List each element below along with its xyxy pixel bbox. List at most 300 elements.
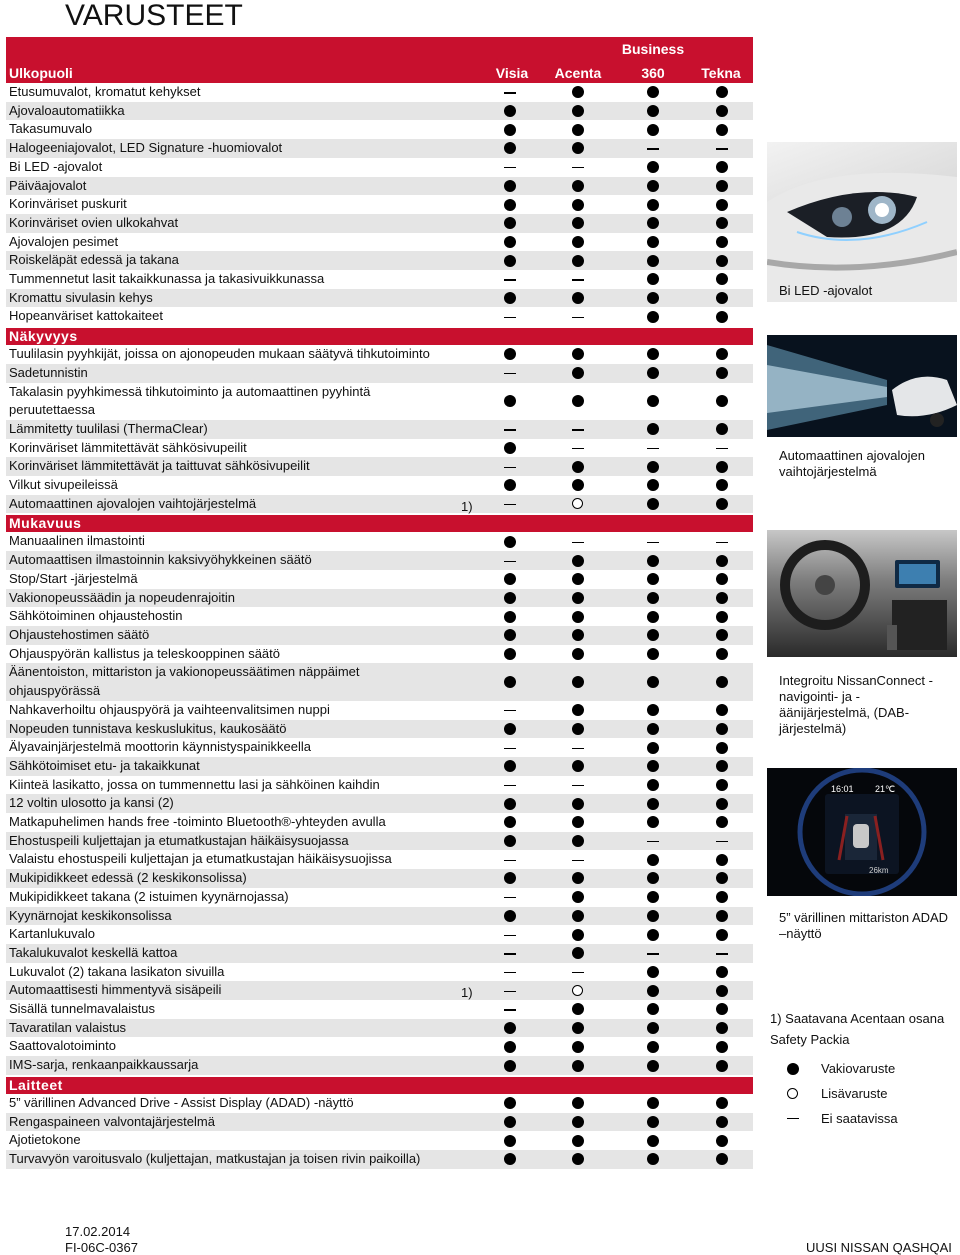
table-row [6, 589, 753, 608]
standard-dot [504, 1153, 516, 1165]
standard-dot [504, 442, 516, 454]
standard-dot [647, 779, 659, 791]
table-row [6, 1113, 753, 1132]
not-available-dash [504, 317, 516, 318]
standard-dot [716, 395, 728, 407]
standard-dot [716, 704, 728, 716]
standard-dot [716, 676, 728, 688]
table-row [6, 1037, 753, 1056]
standard-dot [504, 872, 516, 884]
table-row [6, 813, 753, 832]
standard-dot [647, 255, 659, 267]
not-available-dash [647, 542, 659, 543]
standard-dot [572, 798, 584, 810]
optional-ring [572, 498, 583, 509]
standard-dot [647, 199, 659, 211]
not-available-dash [504, 92, 516, 93]
standard-dot [647, 798, 659, 810]
footnote-line1: 1) Saatavana Acentaan osana [770, 1011, 945, 1026]
standard-dot [572, 86, 584, 98]
not-available-dash [647, 448, 659, 449]
standard-dot [716, 929, 728, 941]
standard-dot [504, 292, 516, 304]
standard-dot [647, 966, 659, 978]
standard-dot [504, 395, 516, 407]
standard-dot [572, 891, 584, 903]
standard-dot [647, 929, 659, 941]
not-available-dash [716, 148, 728, 149]
table-row [6, 214, 753, 233]
row-label: Takasumuvalo [9, 121, 93, 137]
standard-dot [572, 255, 584, 267]
table-row [6, 981, 753, 1000]
standard-dot [572, 573, 584, 585]
standard-dot [716, 910, 728, 922]
footnote-line2: Safety Packia [770, 1032, 850, 1047]
section-title-laitteet: Laitteet [6, 1077, 753, 1094]
page-title: VARUSTEET [65, 0, 243, 32]
standard-dot [716, 1153, 728, 1165]
not-available-dash [572, 317, 584, 318]
standard-dot [572, 910, 584, 922]
not-available-dash [572, 429, 584, 430]
standard-dot [504, 910, 516, 922]
table-row [6, 1131, 753, 1150]
row-label: Sähkötoimiset etu- ja takaikkunat [9, 757, 200, 773]
row-label: Takalukuvalot keskellä kattoa [9, 944, 178, 960]
row-label: Halogeeniajovalot, LED Signature -huomiovalot [9, 140, 283, 156]
equipment-table [6, 37, 753, 1169]
standard-dot [504, 1135, 516, 1147]
caption-auto-high-beam: Automaattinen ajovalojen vaihtojärjestelmä [779, 448, 925, 479]
table-row [6, 663, 753, 700]
row-label: Lämmitetty tuulilasi (ThermaClear) [9, 420, 208, 436]
standard-dot [716, 592, 728, 604]
table-row [6, 738, 753, 757]
standard-dot [647, 891, 659, 903]
row-label: Äänentoiston, mittariston ja vakionopeussäätimen näppäimet [9, 664, 360, 680]
section-title-mukavuus: Mukavuus [6, 515, 753, 532]
table-row [6, 102, 753, 121]
row-label: Nopeuden tunnistava keskuslukitus, kaukosäätö [9, 720, 287, 736]
standard-dot [647, 236, 659, 248]
footer-code: FI-06C-0367 [65, 1240, 138, 1255]
standard-dot [504, 816, 516, 828]
row-label: Kiinteä lasikatto, jossa on tummennettu lasi ja sähköinen kaihdin [9, 776, 380, 792]
not-available-dash [504, 860, 516, 861]
row-label: Rengaspaineen valvontajärjestelmä [9, 1113, 215, 1129]
table-row [6, 794, 753, 813]
standard-dot [716, 292, 728, 304]
standard-dot [647, 573, 659, 585]
standard-dot [647, 816, 659, 828]
standard-dot [647, 1041, 659, 1053]
not-available-dash [572, 279, 584, 280]
standard-dot [647, 86, 659, 98]
standard-dot [647, 161, 659, 173]
not-available-dash [504, 785, 516, 786]
interior-photo [767, 530, 957, 657]
standard-dot [716, 273, 728, 285]
standard-dot [647, 348, 659, 360]
standard-dot [716, 1135, 728, 1147]
table-row [6, 251, 753, 270]
standard-dot [647, 1097, 659, 1109]
standard-dot [572, 611, 584, 623]
standard-dot [504, 1097, 516, 1109]
not-available-dash [504, 953, 516, 954]
standard-dot [572, 395, 584, 407]
table-row [6, 907, 753, 926]
not-available-dash [504, 1009, 516, 1010]
standard-dot [504, 255, 516, 267]
legend-optional: Lisävaruste [821, 1086, 888, 1101]
column-acenta: Acenta [554, 65, 602, 81]
row-label: Turvavyön varoitusvalo (kuljettajan, matkustajan ja toisen rivin paikoilla) [9, 1150, 421, 1166]
footer-date: 17.02.2014 [65, 1224, 131, 1239]
row-label: Kromattu sivulasin kehys [9, 289, 153, 305]
standard-dot [716, 966, 728, 978]
not-available-dash [504, 561, 516, 562]
row-label: Valaistu ehostuspeili kuljettajan ja etumatkustajan häikäisysuojissa [9, 851, 392, 867]
row-label: 12 voltin ulosotto ja kansi (2) [9, 795, 174, 811]
standard-dot [572, 816, 584, 828]
standard-dot [716, 236, 728, 248]
standard-dot [572, 1003, 584, 1015]
not-available-dash [504, 991, 516, 992]
column-tekna: Tekna [701, 65, 741, 81]
standard-dot [647, 676, 659, 688]
table-row [6, 1094, 753, 1113]
row-label: Nahkaverhoiltu ohjauspyörä ja vaihteenvalitsimen nuppi [9, 701, 330, 717]
standard-dot [716, 742, 728, 754]
standard-dot [504, 1022, 516, 1034]
standard-dot [504, 611, 516, 623]
standard-dot [647, 760, 659, 772]
standard-dot [504, 536, 516, 548]
row-label: Ohjaustehostimen säätö [9, 626, 150, 642]
row-label: Tuulilasin pyyhkijät, joissa on ajonopeuden mukaan säätyvä tihkutoiminto [9, 346, 430, 362]
standard-dot [504, 1041, 516, 1053]
standard-dot [647, 367, 659, 379]
not-available-dash [504, 167, 516, 168]
standard-dot [716, 723, 728, 735]
table-row [6, 944, 753, 963]
standard-dot [716, 648, 728, 660]
section-title-ulkopuoli: Ulkopuoli [9, 65, 73, 81]
high-beam-photo [767, 335, 957, 437]
standard-dot [716, 872, 728, 884]
row-label: Korinväriset ovien ulkokahvat [9, 214, 179, 230]
standard-dot [647, 498, 659, 510]
standard-dot [716, 1097, 728, 1109]
table-row [6, 925, 753, 944]
standard-dot [504, 236, 516, 248]
row-label: Tavaratilan valaistus [9, 1019, 127, 1035]
standard-dot [504, 1060, 516, 1072]
standard-dot [572, 1022, 584, 1034]
standard-dot [572, 1060, 584, 1072]
table-row [6, 888, 753, 907]
standard-dot [572, 1153, 584, 1165]
display-range: 26km [869, 866, 889, 875]
column-group-business: Business [621, 41, 685, 57]
table-row [6, 307, 753, 326]
row-label: Päiväajovalot [9, 177, 87, 193]
table-row [6, 532, 753, 551]
not-available-dash [716, 448, 728, 449]
standard-dot [572, 180, 584, 192]
row-label: Korinväriset lämmitettävät sähkösivupeilit [9, 439, 247, 455]
table-header [6, 37, 753, 83]
row-label: Hopeanväriset kattokaiteet [9, 308, 163, 324]
legend-standard: Vakiovaruste [821, 1061, 896, 1076]
row-label: Korinväriset lämmitettävät ja taittuvat sähkösivupeilit [9, 458, 310, 474]
table-row [6, 495, 753, 514]
row-label: Ajovalojen pesimet [9, 233, 119, 249]
standard-dot [504, 798, 516, 810]
not-available-dash [572, 448, 584, 449]
standard-dot [647, 854, 659, 866]
legend-na: Ei saatavissa [821, 1111, 898, 1126]
standard-dot [572, 292, 584, 304]
row-label: Matkapuhelimen hands free -toiminto Bluetooth®-yhteyden avulla [9, 814, 386, 830]
standard-dot [504, 124, 516, 136]
standard-dot [716, 124, 728, 136]
not-available-dash [504, 504, 516, 505]
legend-optional-ring [787, 1088, 798, 1099]
standard-dot [504, 629, 516, 641]
standard-dot [716, 423, 728, 435]
not-available-dash [504, 279, 516, 280]
standard-dot [572, 348, 584, 360]
standard-dot [716, 816, 728, 828]
standard-dot [647, 180, 659, 192]
standard-dot [572, 105, 584, 117]
standard-dot [647, 1153, 659, 1165]
standard-dot [716, 105, 728, 117]
table-row [6, 158, 753, 177]
not-available-dash [504, 935, 516, 936]
standard-dot [572, 723, 584, 735]
row-footnote-ref: 1) [461, 985, 473, 1001]
standard-dot [716, 798, 728, 810]
row-label: Tummennetut lasit takaikkunassa ja takasivuikkunassa [9, 271, 325, 287]
standard-dot [716, 779, 728, 791]
standard-dot [504, 1116, 516, 1128]
standard-dot [504, 835, 516, 847]
not-available-dash [504, 897, 516, 898]
row-label: Ajovaloautomatiikka [9, 102, 125, 118]
row-label: Sisällä tunnelmavalaistus [9, 1001, 155, 1017]
standard-dot [572, 835, 584, 847]
standard-dot [647, 124, 659, 136]
table-row [6, 1150, 753, 1169]
table-row [6, 551, 753, 570]
standard-dot [716, 611, 728, 623]
standard-dot [572, 760, 584, 772]
standard-dot [647, 985, 659, 997]
standard-dot [572, 676, 584, 688]
standard-dot [716, 367, 728, 379]
row-label: Roiskeläpät edessä ja takana [9, 252, 179, 268]
standard-dot [716, 1003, 728, 1015]
standard-dot [504, 479, 516, 491]
row-label: Kyynärnojat keskikonsolissa [9, 907, 172, 923]
standard-dot [716, 180, 728, 192]
standard-dot [647, 704, 659, 716]
row-label-continued: peruutettaessa [9, 402, 96, 418]
standard-dot [647, 723, 659, 735]
standard-dot [572, 629, 584, 641]
row-label: Bi LED -ajovalot [9, 158, 103, 174]
table-row [6, 1019, 753, 1038]
standard-dot [647, 423, 659, 435]
table-row [6, 139, 753, 158]
standard-dot [716, 1060, 728, 1072]
standard-dot [716, 555, 728, 567]
table-row [6, 289, 753, 308]
not-available-dash [504, 467, 516, 468]
standard-dot [572, 1116, 584, 1128]
table-row [6, 195, 753, 214]
table-row [6, 607, 753, 626]
table-row [6, 832, 753, 851]
standard-dot [716, 86, 728, 98]
standard-dot [572, 872, 584, 884]
standard-dot [647, 872, 659, 884]
row-label: 5” värillinen Advanced Drive - Assist Display (ADAD) -näyttö [9, 1094, 354, 1110]
standard-dot [504, 199, 516, 211]
standard-dot [572, 1041, 584, 1053]
table-row [6, 383, 753, 420]
legend-standard-dot [787, 1063, 799, 1075]
not-available-dash [504, 429, 516, 430]
not-available-dash [572, 748, 584, 749]
standard-dot [572, 142, 584, 154]
row-label: Sähkötoiminen ohjaustehostin [9, 608, 183, 624]
not-available-dash [504, 710, 516, 711]
table-row [6, 420, 753, 439]
column-visia: Visia [495, 65, 529, 81]
standard-dot [647, 1116, 659, 1128]
standard-dot [647, 105, 659, 117]
standard-dot [716, 760, 728, 772]
table-row [6, 345, 753, 364]
standard-dot [716, 479, 728, 491]
standard-dot [572, 648, 584, 660]
table-row [6, 364, 753, 383]
not-available-dash [572, 167, 584, 168]
row-label: Stop/Start -järjestelmä [9, 570, 138, 586]
row-label: Vilkut sivupeileissä [9, 477, 118, 493]
display-temperature: 21℃ [875, 784, 896, 794]
section-title-näkyvyys: Näkyvyys [6, 328, 753, 345]
standard-dot [647, 611, 659, 623]
table-row [6, 457, 753, 476]
row-label: Mukipidikkeet edessä (2 keskikonsolissa) [9, 870, 247, 886]
table-row [6, 270, 753, 289]
standard-dot [716, 854, 728, 866]
footer-model: UUSI NISSAN QASHQAI [806, 1240, 952, 1255]
optional-ring [572, 985, 583, 996]
standard-dot [572, 592, 584, 604]
standard-dot [647, 1022, 659, 1034]
standard-dot [647, 395, 659, 407]
standard-dot [504, 592, 516, 604]
standard-dot [572, 461, 584, 473]
row-label: Takalasin pyyhkimessä tihkutoiminto ja automaattinen pyyhintä [9, 383, 371, 399]
table-row [6, 776, 753, 795]
standard-dot [504, 142, 516, 154]
standard-dot [716, 461, 728, 473]
not-available-dash [504, 972, 516, 973]
standard-dot [572, 479, 584, 491]
standard-dot [716, 629, 728, 641]
standard-dot [504, 105, 516, 117]
table-row [6, 83, 753, 102]
standard-dot [716, 161, 728, 173]
caption-bi-led: Bi LED -ajovalot [779, 283, 873, 298]
row-label: Mukipidikkeet takana (2 istuimen kyynärnojassa) [9, 888, 289, 904]
not-available-dash [504, 373, 516, 374]
table-row [6, 570, 753, 589]
standard-dot [716, 985, 728, 997]
row-label: Lukuvalot (2) takana lasikaton sivuilla [9, 963, 225, 979]
table-row [6, 120, 753, 139]
standard-dot [572, 217, 584, 229]
column-360: 360 [641, 65, 665, 81]
table-row [6, 177, 753, 196]
not-available-dash [572, 972, 584, 973]
standard-dot [572, 1097, 584, 1109]
row-label: Saattovalotoiminto [9, 1038, 116, 1054]
standard-dot [572, 1135, 584, 1147]
standard-dot [647, 742, 659, 754]
standard-dot [716, 311, 728, 323]
standard-dot [716, 1116, 728, 1128]
not-available-dash [716, 841, 728, 842]
table-row [6, 1000, 753, 1019]
standard-dot [572, 199, 584, 211]
standard-dot [504, 648, 516, 660]
caption-nissanconnect: Integroitu NissanConnect - navigointi- ja - äänijärjestelmä, (DAB-järjestelmä) [779, 673, 933, 736]
standard-dot [647, 629, 659, 641]
standard-dot [716, 573, 728, 585]
standard-dot [572, 929, 584, 941]
table-row [6, 720, 753, 739]
standard-dot [716, 348, 728, 360]
row-label-continued: ohjauspyörässä [9, 683, 101, 699]
not-available-dash [716, 542, 728, 543]
standard-dot [716, 498, 728, 510]
standard-dot [647, 292, 659, 304]
table-row [6, 233, 753, 252]
standard-dot [647, 311, 659, 323]
table-row [6, 439, 753, 458]
standard-dot [647, 592, 659, 604]
row-label: Kartanlukuvalo [9, 926, 95, 942]
row-label: Ohjauspyörän kallistus ja teleskooppinen säätö [9, 645, 281, 661]
standard-dot [572, 947, 584, 959]
legend-na-dash [787, 1118, 799, 1119]
row-label: Automaattinen ajovalojen vaihtojärjestelmä [9, 495, 257, 511]
table-row [6, 701, 753, 720]
row-label: Automaattisesti himmentyvä sisäpeili [9, 982, 222, 998]
row-label: Ajotietokone [9, 1132, 81, 1148]
row-label: Automaattisen ilmastoinnin kaksivyöhykkeinen säätö [9, 552, 312, 568]
standard-dot [504, 760, 516, 772]
